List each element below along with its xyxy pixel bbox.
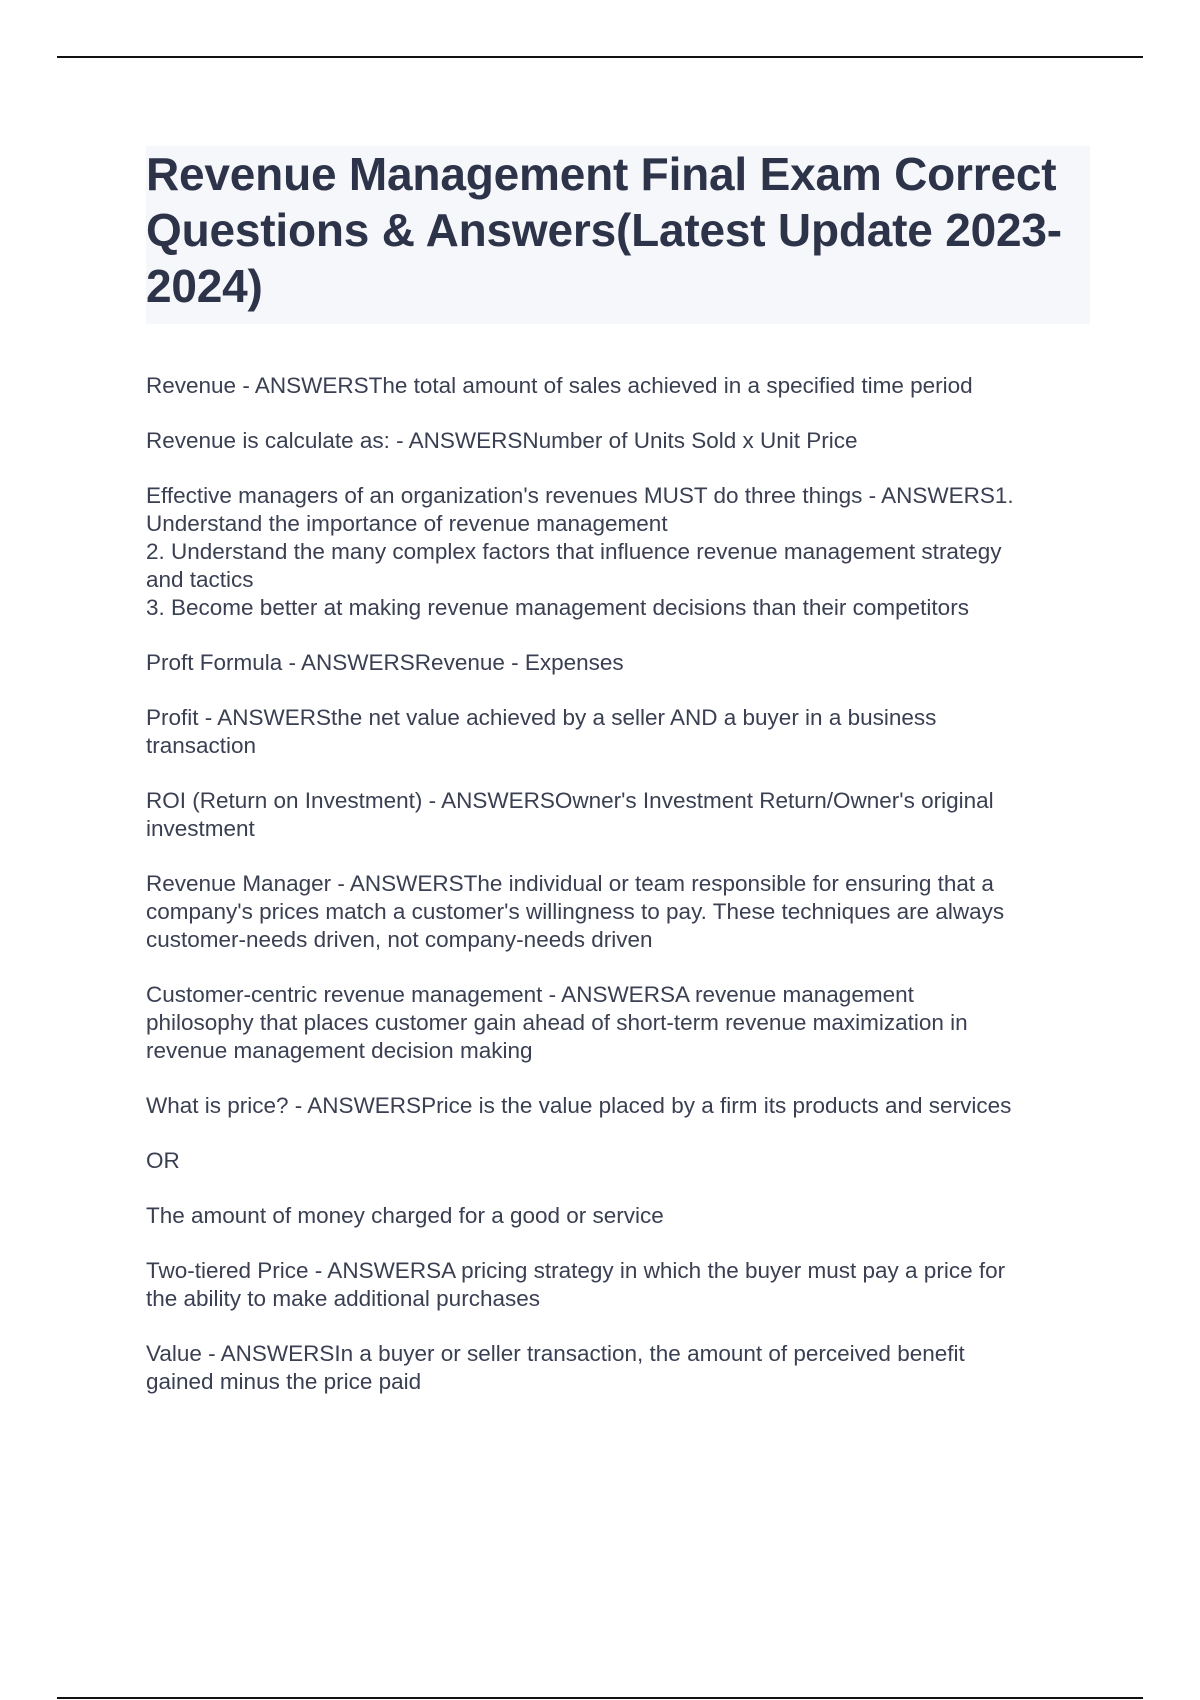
qa-entry-what-is-price: What is price? - ANSWERSPrice is the value placed by a firm its products and services — [146, 1093, 1012, 1118]
qa-entry-or: OR — [146, 1148, 180, 1173]
bottom-rule — [57, 1697, 1143, 1699]
document-body — [146, 146, 1090, 1423]
qa-entry-profit: Profit - ANSWERSthe net value achieved by a seller AND a buyer in a business transaction — [146, 705, 937, 758]
qa-entry-value: Value - ANSWERSIn a buyer or seller transaction, the amount of perceived benefit gained minus the price paid — [146, 1341, 965, 1394]
title-block — [146, 146, 1090, 324]
qa-entry-roi: ROI (Return on Investment) - ANSWERSOwner's Investment Return/Owner's original investment — [146, 788, 994, 841]
qa-entry-profit-formula: Proft Formula - ANSWERSRevenue - Expenses — [146, 650, 624, 675]
qa-list — [146, 372, 1090, 1396]
qa-entry-revenue-manager: Revenue Manager - ANSWERSThe individual or team responsible for ensuring that a company's prices match a customer's willingness to pay. These techniques are always customer-needs driven, not company-needs driven — [146, 871, 1005, 952]
top-rule — [57, 56, 1143, 58]
qa-entry-customer-centric: Customer-centric revenue management - ANSWERSA revenue management philosophy that places customer gain ahead of short-term revenue maximization in revenue management decision making — [146, 982, 968, 1063]
document-title: Revenue Management Final Exam Correct Questions & Answers(Latest Update 2023-2024) — [146, 148, 1062, 312]
qa-entry-effective-managers: Effective managers of an organization's revenues MUST do three things - ANSWERS1. Understand the importance of revenue management 2. Understand the many complex factors that influence revenue management strategy and tactics 3. Become better at making revenue management decisions than their competitors — [146, 483, 1014, 620]
qa-entry-two-tiered-price: Two-tiered Price - ANSWERSA pricing strategy in which the buyer must pay a price for the ability to make additional purchases — [146, 1258, 1006, 1311]
qa-entry-revenue: Revenue - ANSWERSThe total amount of sales achieved in a specified time period — [146, 373, 973, 398]
qa-entry-amount-of-money: The amount of money charged for a good or service — [146, 1203, 664, 1228]
qa-entry-revenue-calculation: Revenue is calculate as: - ANSWERSNumber of Units Sold x Unit Price — [146, 428, 858, 453]
